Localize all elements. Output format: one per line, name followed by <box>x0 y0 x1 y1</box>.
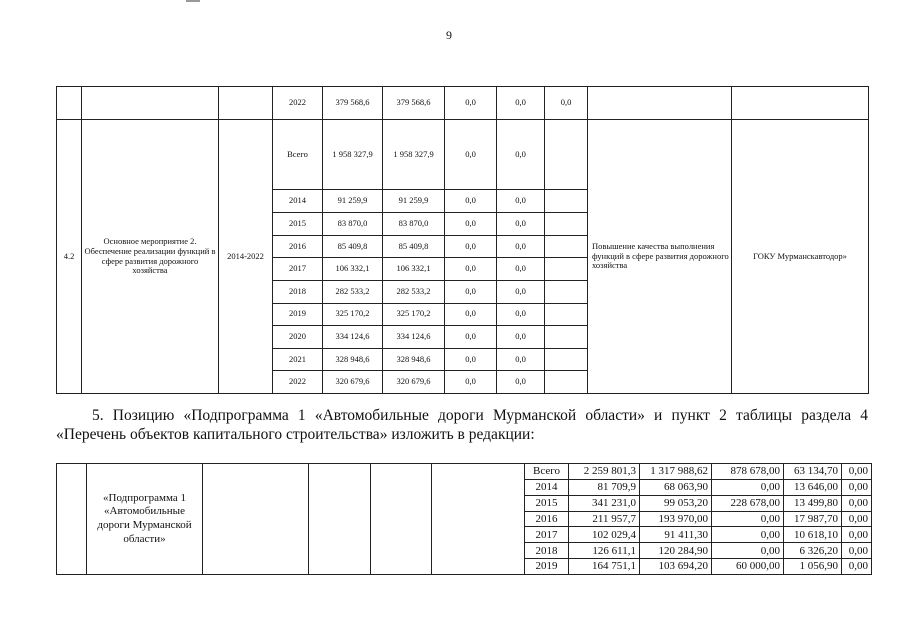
local-cell: 0,0 <box>497 120 545 190</box>
regional-cell: 325 170,2 <box>383 303 445 326</box>
total-cell: 320 679,6 <box>323 371 383 394</box>
federal-cell: 0,00 <box>712 543 784 559</box>
local-cell: 63 134,70 <box>784 464 842 480</box>
federal-cell: 0,0 <box>445 348 497 371</box>
total-cell: 126 611,1 <box>569 543 640 559</box>
table-cell <box>432 464 525 575</box>
table-cell <box>203 464 309 575</box>
total-cell: 1 958 327,9 <box>323 120 383 190</box>
regional-cell: 334 124,6 <box>383 326 445 349</box>
federal-cell: 228 678,00 <box>712 495 784 511</box>
local-cell: 0,0 <box>497 235 545 258</box>
other-cell <box>545 348 588 371</box>
total-cell: 83 870,0 <box>323 213 383 236</box>
scan-mark <box>186 0 200 2</box>
regional-cell: 1 317 988,62 <box>640 464 712 480</box>
item-number: 4.2 <box>57 120 82 394</box>
year-cell: 2015 <box>525 495 569 511</box>
federal-cell: 0,0 <box>445 258 497 281</box>
total-cell: 341 231,0 <box>569 495 640 511</box>
local-cell: 0,0 <box>497 87 545 120</box>
local-cell: 0,0 <box>497 280 545 303</box>
year-cell: 2018 <box>525 543 569 559</box>
federal-cell: 0,0 <box>445 303 497 326</box>
total-cell: 334 124,6 <box>323 326 383 349</box>
regional-cell: 328 948,6 <box>383 348 445 371</box>
total-cell: 106 332,1 <box>323 258 383 281</box>
subprogram-name: «Подпрограмма 1 «Автомобильные дороги Мурманской области» <box>87 464 203 575</box>
regional-cell: 91 259,9 <box>383 190 445 213</box>
other-cell: 0,00 <box>842 479 872 495</box>
other-cell: 0,00 <box>842 495 872 511</box>
regional-cell: 91 411,30 <box>640 527 712 543</box>
federal-cell: 0,0 <box>445 326 497 349</box>
page-number: 9 <box>446 28 452 42</box>
total-cell: 325 170,2 <box>323 303 383 326</box>
year-cell: 2015 <box>273 213 323 236</box>
total-cell: 328 948,6 <box>323 348 383 371</box>
other-cell <box>545 326 588 349</box>
other-cell <box>545 235 588 258</box>
other-cell <box>545 280 588 303</box>
federal-cell: 0,0 <box>445 371 497 394</box>
federal-cell: 0,0 <box>445 120 497 190</box>
year-cell: 2020 <box>273 326 323 349</box>
table-cell <box>82 87 219 120</box>
other-cell: 0,0 <box>545 87 588 120</box>
table-row <box>57 87 869 120</box>
local-cell: 6 326,20 <box>784 543 842 559</box>
regional-cell: 68 063,90 <box>640 479 712 495</box>
federal-cell: 60 000,00 <box>712 559 784 575</box>
regional-cell: 282 533,2 <box>383 280 445 303</box>
regional-cell: 99 053,20 <box>640 495 712 511</box>
total-cell: 2 259 801,3 <box>569 464 640 480</box>
local-cell: 13 646,00 <box>784 479 842 495</box>
total-cell: 379 568,6 <box>323 87 383 120</box>
federal-cell: 0,0 <box>445 213 497 236</box>
year-cell: 2022 <box>273 87 323 120</box>
federal-cell: 0,00 <box>712 527 784 543</box>
regional-cell: 1 958 327,9 <box>383 120 445 190</box>
year-cell: Всего <box>273 120 323 190</box>
local-cell: 17 987,70 <box>784 511 842 527</box>
table-cell <box>371 464 432 575</box>
year-cell: 2014 <box>273 190 323 213</box>
table-cell <box>309 464 371 575</box>
item-name: Основное мероприятие 2. Обеспечение реализации функций в сфере развития дорожного хозяйства <box>82 120 219 394</box>
total-cell: 81 709,9 <box>569 479 640 495</box>
federal-cell: 0,00 <box>712 479 784 495</box>
total-cell: 211 957,7 <box>569 511 640 527</box>
federal-cell: 878 678,00 <box>712 464 784 480</box>
regional-cell: 320 679,6 <box>383 371 445 394</box>
table-cell <box>57 464 87 575</box>
table-cell <box>219 87 273 120</box>
total-cell: 102 029,4 <box>569 527 640 543</box>
federal-cell: 0,0 <box>445 235 497 258</box>
table-cell <box>57 87 82 120</box>
federal-cell: 0,00 <box>712 511 784 527</box>
other-cell: 0,00 <box>842 543 872 559</box>
table-row <box>57 464 872 480</box>
total-cell: 91 259,9 <box>323 190 383 213</box>
regional-cell: 103 694,20 <box>640 559 712 575</box>
other-cell <box>545 303 588 326</box>
regional-cell: 85 409,8 <box>383 235 445 258</box>
year-cell: 2016 <box>273 235 323 258</box>
other-cell <box>545 371 588 394</box>
regional-cell: 379 568,6 <box>383 87 445 120</box>
total-cell: 85 409,8 <box>323 235 383 258</box>
other-cell: 0,00 <box>842 559 872 575</box>
table-cell <box>588 87 732 120</box>
year-cell: 2018 <box>273 280 323 303</box>
federal-cell: 0,0 <box>445 190 497 213</box>
total-cell: 164 751,1 <box>569 559 640 575</box>
local-cell: 1 056,90 <box>784 559 842 575</box>
other-cell: 0,00 <box>842 527 872 543</box>
year-cell: 2017 <box>273 258 323 281</box>
year-cell: 2014 <box>525 479 569 495</box>
other-cell <box>545 213 588 236</box>
local-cell: 0,0 <box>497 371 545 394</box>
regional-cell: 83 870,0 <box>383 213 445 236</box>
amendment-paragraph <box>56 406 868 444</box>
local-cell: 0,0 <box>497 326 545 349</box>
local-cell: 0,0 <box>497 303 545 326</box>
subprogram-table <box>56 463 872 575</box>
year-cell: 2017 <box>525 527 569 543</box>
local-cell: 10 618,10 <box>784 527 842 543</box>
other-cell: 0,00 <box>842 511 872 527</box>
amendment-text: 5. Позицию «Подпрограмма 1 «Автомобильные дороги Мурманской области» и пункт 2 таблицы раздела 4 «Перечень объектов капитального строительства» изложить в редакции: <box>56 407 868 443</box>
year-cell: 2016 <box>525 511 569 527</box>
local-cell: 0,0 <box>497 190 545 213</box>
item-period: 2014-2022 <box>219 120 273 394</box>
local-cell: 0,0 <box>497 213 545 236</box>
table-cell <box>732 87 869 120</box>
year-cell: 2022 <box>273 371 323 394</box>
total-cell: 282 533,2 <box>323 280 383 303</box>
federal-cell: 0,0 <box>445 87 497 120</box>
federal-cell: 0,0 <box>445 280 497 303</box>
regional-cell: 106 332,1 <box>383 258 445 281</box>
other-cell <box>545 120 588 190</box>
other-cell: 0,00 <box>842 464 872 480</box>
local-cell: 0,0 <box>497 348 545 371</box>
local-cell: 13 499,80 <box>784 495 842 511</box>
year-cell: 2019 <box>273 303 323 326</box>
year-cell: Всего <box>525 464 569 480</box>
other-cell <box>545 258 588 281</box>
year-cell: 2021 <box>273 348 323 371</box>
regional-cell: 120 284,90 <box>640 543 712 559</box>
measures-table <box>56 86 869 394</box>
table-row <box>57 120 869 190</box>
regional-cell: 193 970,00 <box>640 511 712 527</box>
expected-result: Повышение качества выполнения функций в сфере развития дорожного хозяйства <box>588 120 732 394</box>
year-cell: 2019 <box>525 559 569 575</box>
executor: ГОКУ Мурманскавтодор» <box>732 120 869 394</box>
other-cell <box>545 190 588 213</box>
local-cell: 0,0 <box>497 258 545 281</box>
